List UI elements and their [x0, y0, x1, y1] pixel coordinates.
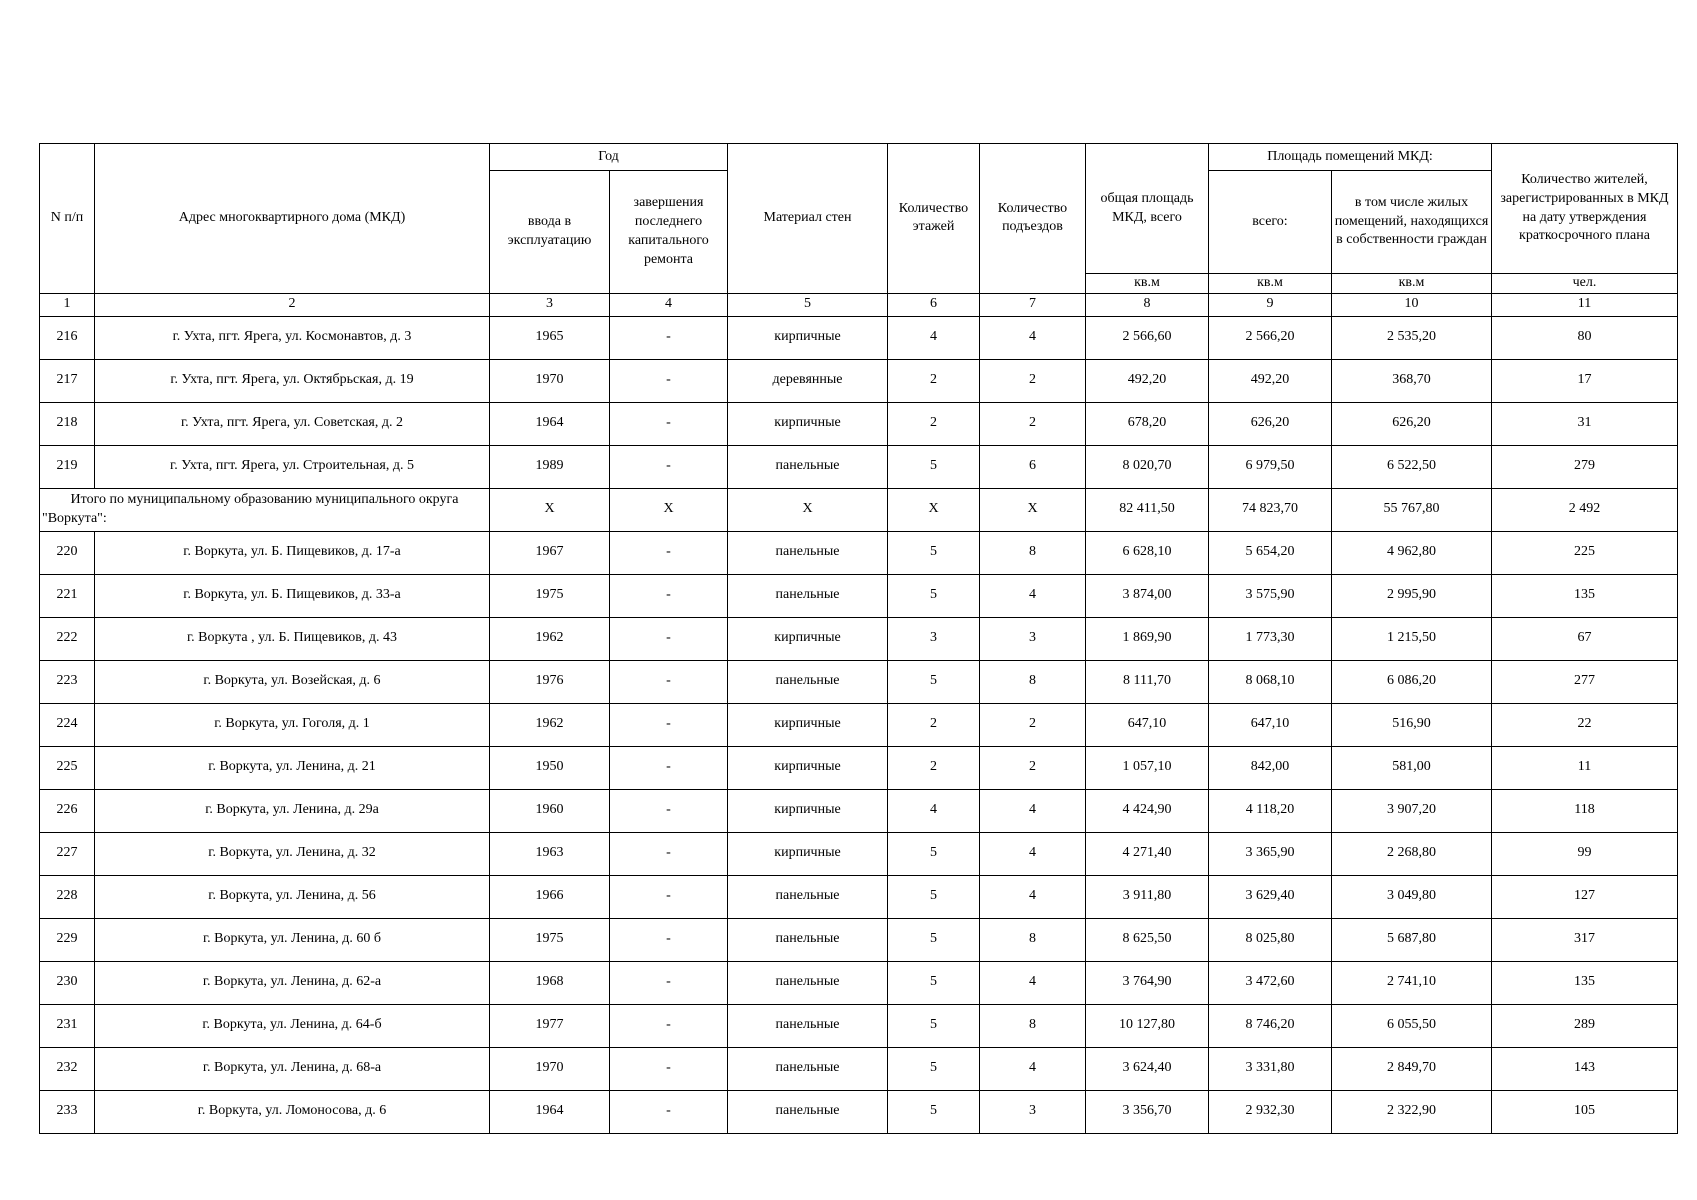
cell-repair-year: - — [610, 832, 728, 875]
cell-floors: 4 — [888, 316, 980, 359]
cell-num: 228 — [40, 875, 95, 918]
cell-address: г. Воркута, ул. Гоголя, д. 1 — [95, 703, 490, 746]
cell-area-residential: 626,20 — [1332, 402, 1492, 445]
cell-entrances: 3 — [980, 1090, 1086, 1133]
table-row — [40, 617, 1678, 660]
header-residents: Количество жителей, зарегистрированных в МКД на дату утверждения краткосрочного плана — [1492, 144, 1678, 274]
unit-residents: чел. — [1492, 274, 1678, 294]
cell-address: г. Воркута, ул. Ленина, д. 21 — [95, 746, 490, 789]
cell-area-residential: 2 268,80 — [1332, 832, 1492, 875]
header-area-group: Площадь помещений МКД: — [1209, 144, 1492, 171]
cell-total-area: 8 111,70 — [1086, 660, 1209, 703]
col-number: 7 — [980, 293, 1086, 316]
cell-num: 229 — [40, 918, 95, 961]
table-row — [40, 1047, 1678, 1090]
cell-num: 230 — [40, 961, 95, 1004]
col-number: 3 — [490, 293, 610, 316]
cell-material: деревянные — [728, 359, 888, 402]
cell-floors: 5 — [888, 1047, 980, 1090]
header-address: Адрес многоквартирного дома (МКД) — [95, 144, 490, 294]
cell-floors: 4 — [888, 789, 980, 832]
cell-repair-year: - — [610, 789, 728, 832]
cell-area-all: 5 654,20 — [1209, 531, 1332, 574]
cell-repair-year: - — [610, 1090, 728, 1133]
cell-year: 1950 — [490, 746, 610, 789]
cell-material: кирпичные — [728, 617, 888, 660]
cell-repair-year: - — [610, 746, 728, 789]
cell-total-area: 1 057,10 — [1086, 746, 1209, 789]
cell-year: 1964 — [490, 402, 610, 445]
cell-year: 1977 — [490, 1004, 610, 1047]
cell-floors: 3 — [888, 617, 980, 660]
cell-address: г. Ухта, пгт. Ярега, ул. Советская, д. 2 — [95, 402, 490, 445]
cell-num: 227 — [40, 832, 95, 875]
cell-residents: 11 — [1492, 746, 1678, 789]
cell-year: 1968 — [490, 961, 610, 1004]
cell-entrances: 2 — [980, 402, 1086, 445]
col-number: 10 — [1332, 293, 1492, 316]
cell-area-all: 3 629,40 — [1209, 875, 1332, 918]
cell-repair-year: - — [610, 875, 728, 918]
cell-entrances: 8 — [980, 918, 1086, 961]
col-number: 2 — [95, 293, 490, 316]
cell-total-area: 10 127,80 — [1086, 1004, 1209, 1047]
table-row — [40, 359, 1678, 402]
cell-residents: 277 — [1492, 660, 1678, 703]
cell-year: 1967 — [490, 531, 610, 574]
cell-area-all: 6 979,50 — [1209, 445, 1332, 488]
cell-year: 1962 — [490, 703, 610, 746]
cell-area-all: 842,00 — [1209, 746, 1332, 789]
cell-material: панельные — [728, 445, 888, 488]
cell-address: г. Воркута, ул. Ленина, д. 68-а — [95, 1047, 490, 1090]
cell-address: г. Воркута, ул. Ленина, д. 32 — [95, 832, 490, 875]
cell-address: г. Воркута, ул. Ленина, д. 62-а — [95, 961, 490, 1004]
cell-area-all: 647,10 — [1209, 703, 1332, 746]
cell-year: 1966 — [490, 875, 610, 918]
cell-address: г. Воркута , ул. Б. Пищевиков, д. 43 — [95, 617, 490, 660]
cell-num: 222 — [40, 617, 95, 660]
cell-entrances: 8 — [980, 531, 1086, 574]
header-entrances: Количество подъездов — [980, 144, 1086, 294]
table-row — [40, 316, 1678, 359]
cell-address: г. Ухта, пгт. Ярега, ул. Строительная, д. 5 — [95, 445, 490, 488]
cell-area-residential: 6 055,50 — [1332, 1004, 1492, 1047]
total-material: X — [728, 488, 888, 531]
cell-entrances: 2 — [980, 359, 1086, 402]
cell-total-area: 3 874,00 — [1086, 574, 1209, 617]
cell-material: панельные — [728, 918, 888, 961]
cell-total-area: 2 566,60 — [1086, 316, 1209, 359]
cell-year: 1965 — [490, 316, 610, 359]
cell-num: 232 — [40, 1047, 95, 1090]
cell-residents: 279 — [1492, 445, 1678, 488]
cell-residents: 143 — [1492, 1047, 1678, 1090]
cell-floors: 2 — [888, 402, 980, 445]
cell-material: панельные — [728, 875, 888, 918]
cell-address: г. Воркута, ул. Ленина, д. 56 — [95, 875, 490, 918]
cell-floors: 2 — [888, 703, 980, 746]
cell-floors: 2 — [888, 359, 980, 402]
col-number: 1 — [40, 293, 95, 316]
cell-total-area: 4 271,40 — [1086, 832, 1209, 875]
cell-year: 1964 — [490, 1090, 610, 1133]
col-number: 4 — [610, 293, 728, 316]
cell-year: 1976 — [490, 660, 610, 703]
cell-material: панельные — [728, 961, 888, 1004]
table-row — [40, 445, 1678, 488]
table-row — [40, 789, 1678, 832]
cell-repair-year: - — [610, 316, 728, 359]
cell-floors: 5 — [888, 832, 980, 875]
cell-area-all: 2 932,30 — [1209, 1090, 1332, 1133]
cell-residents: 135 — [1492, 961, 1678, 1004]
cell-area-all: 626,20 — [1209, 402, 1332, 445]
cell-year: 1962 — [490, 617, 610, 660]
table-header — [40, 144, 1678, 317]
cell-area-all: 492,20 — [1209, 359, 1332, 402]
cell-material: панельные — [728, 531, 888, 574]
cell-repair-year: - — [610, 617, 728, 660]
cell-area-residential: 368,70 — [1332, 359, 1492, 402]
cell-entrances: 4 — [980, 961, 1086, 1004]
cell-area-residential: 516,90 — [1332, 703, 1492, 746]
header-year-group: Год — [490, 144, 728, 171]
cell-year: 1963 — [490, 832, 610, 875]
total-entrances: X — [980, 488, 1086, 531]
cell-residents: 289 — [1492, 1004, 1678, 1047]
cell-area-all: 8 746,20 — [1209, 1004, 1332, 1047]
cell-area-residential: 5 687,80 — [1332, 918, 1492, 961]
total-area-all: 74 823,70 — [1209, 488, 1332, 531]
cell-residents: 17 — [1492, 359, 1678, 402]
cell-num: 218 — [40, 402, 95, 445]
header-area-all: всего: — [1209, 171, 1332, 274]
header-year-commission: ввода в эксплуатацию — [490, 171, 610, 294]
column-number-row — [40, 293, 1678, 316]
cell-num: 226 — [40, 789, 95, 832]
col-number: 6 — [888, 293, 980, 316]
unit-total-area: кв.м — [1086, 274, 1209, 294]
cell-repair-year: - — [610, 1047, 728, 1090]
cell-entrances: 4 — [980, 789, 1086, 832]
cell-total-area: 3 764,90 — [1086, 961, 1209, 1004]
table-body — [40, 316, 1678, 1133]
cell-material: кирпичные — [728, 316, 888, 359]
cell-area-residential: 1 215,50 — [1332, 617, 1492, 660]
cell-address: г. Воркута, ул. Возейская, д. 6 — [95, 660, 490, 703]
table-row — [40, 832, 1678, 875]
cell-entrances: 4 — [980, 832, 1086, 875]
cell-material: кирпичные — [728, 703, 888, 746]
table-row — [40, 1004, 1678, 1047]
cell-num: 219 — [40, 445, 95, 488]
cell-area-residential: 2 741,10 — [1332, 961, 1492, 1004]
cell-total-area: 3 624,40 — [1086, 1047, 1209, 1090]
cell-address: г. Воркута, ул. Ломоносова, д. 6 — [95, 1090, 490, 1133]
col-number: 11 — [1492, 293, 1678, 316]
total-total-area: 82 411,50 — [1086, 488, 1209, 531]
cell-area-residential: 6 086,20 — [1332, 660, 1492, 703]
cell-material: кирпичные — [728, 832, 888, 875]
cell-repair-year: - — [610, 1004, 728, 1047]
table-row — [40, 1090, 1678, 1133]
total-residents: 2 492 — [1492, 488, 1678, 531]
cell-area-all: 8 068,10 — [1209, 660, 1332, 703]
table-row — [40, 961, 1678, 1004]
col-number: 5 — [728, 293, 888, 316]
cell-floors: 5 — [888, 961, 980, 1004]
cell-address: г. Воркута, ул. Ленина, д. 60 б — [95, 918, 490, 961]
unit-area-residential: кв.м — [1332, 274, 1492, 294]
cell-floors: 5 — [888, 918, 980, 961]
cell-total-area: 1 869,90 — [1086, 617, 1209, 660]
cell-material: кирпичные — [728, 746, 888, 789]
cell-residents: 135 — [1492, 574, 1678, 617]
cell-year: 1975 — [490, 574, 610, 617]
cell-total-area: 492,20 — [1086, 359, 1209, 402]
cell-repair-year: - — [610, 660, 728, 703]
cell-repair-year: - — [610, 918, 728, 961]
table-row — [40, 574, 1678, 617]
cell-area-residential: 3 907,20 — [1332, 789, 1492, 832]
cell-address: г. Ухта, пгт. Ярега, ул. Октябрьская, д. 19 — [95, 359, 490, 402]
header-num: N п/п — [40, 144, 95, 294]
cell-total-area: 647,10 — [1086, 703, 1209, 746]
cell-floors: 5 — [888, 875, 980, 918]
cell-area-all: 4 118,20 — [1209, 789, 1332, 832]
cell-repair-year: - — [610, 703, 728, 746]
cell-address: г. Ухта, пгт. Ярега, ул. Космонавтов, д. 3 — [95, 316, 490, 359]
cell-material: панельные — [728, 574, 888, 617]
cell-residents: 22 — [1492, 703, 1678, 746]
cell-residents: 225 — [1492, 531, 1678, 574]
cell-total-area: 8 625,50 — [1086, 918, 1209, 961]
cell-total-area: 8 020,70 — [1086, 445, 1209, 488]
cell-area-residential: 2 535,20 — [1332, 316, 1492, 359]
cell-residents: 67 — [1492, 617, 1678, 660]
cell-address: г. Воркута, ул. Б. Пищевиков, д. 17-а — [95, 531, 490, 574]
cell-address: г. Воркута, ул. Ленина, д. 64-б — [95, 1004, 490, 1047]
cell-area-all: 8 025,80 — [1209, 918, 1332, 961]
cell-entrances: 3 — [980, 617, 1086, 660]
cell-area-residential: 2 322,90 — [1332, 1090, 1492, 1133]
cell-material: панельные — [728, 1090, 888, 1133]
header-total-area: общая площадь МКД, всего — [1086, 144, 1209, 274]
cell-total-area: 678,20 — [1086, 402, 1209, 445]
cell-floors: 2 — [888, 746, 980, 789]
cell-residents: 118 — [1492, 789, 1678, 832]
table-row — [40, 703, 1678, 746]
cell-area-all: 3 575,90 — [1209, 574, 1332, 617]
cell-area-residential: 6 522,50 — [1332, 445, 1492, 488]
cell-entrances: 6 — [980, 445, 1086, 488]
cell-repair-year: - — [610, 574, 728, 617]
cell-num: 217 — [40, 359, 95, 402]
table-row — [40, 918, 1678, 961]
unit-area-all: кв.м — [1209, 274, 1332, 294]
total-row — [40, 488, 1678, 531]
cell-num: 225 — [40, 746, 95, 789]
cell-area-residential: 2 995,90 — [1332, 574, 1492, 617]
col-number: 9 — [1209, 293, 1332, 316]
cell-year: 1970 — [490, 1047, 610, 1090]
cell-num: 220 — [40, 531, 95, 574]
cell-floors: 5 — [888, 445, 980, 488]
cell-total-area: 4 424,90 — [1086, 789, 1209, 832]
cell-num: 224 — [40, 703, 95, 746]
table-row — [40, 531, 1678, 574]
col-number: 8 — [1086, 293, 1209, 316]
cell-area-all: 2 566,20 — [1209, 316, 1332, 359]
cell-total-area: 3 356,70 — [1086, 1090, 1209, 1133]
cell-num: 216 — [40, 316, 95, 359]
cell-num: 231 — [40, 1004, 95, 1047]
cell-repair-year: - — [610, 359, 728, 402]
header-year-repair: завершения последнего капитального ремонта — [610, 171, 728, 294]
table-row — [40, 660, 1678, 703]
cell-year: 1970 — [490, 359, 610, 402]
cell-num: 221 — [40, 574, 95, 617]
cell-year: 1960 — [490, 789, 610, 832]
cell-area-all: 3 365,90 — [1209, 832, 1332, 875]
cell-num: 223 — [40, 660, 95, 703]
cell-material: кирпичные — [728, 789, 888, 832]
cell-entrances: 8 — [980, 1004, 1086, 1047]
cell-residents: 31 — [1492, 402, 1678, 445]
cell-repair-year: - — [610, 402, 728, 445]
cell-residents: 317 — [1492, 918, 1678, 961]
cell-area-all: 3 472,60 — [1209, 961, 1332, 1004]
cell-area-residential: 4 962,80 — [1332, 531, 1492, 574]
total-label: Итого по муниципальному образованию муниципального округа "Воркута": — [40, 488, 490, 531]
total-repair-year: X — [610, 488, 728, 531]
header-wall-material: Материал стен — [728, 144, 888, 294]
cell-area-residential: 581,00 — [1332, 746, 1492, 789]
cell-repair-year: - — [610, 961, 728, 1004]
total-area-residential: 55 767,80 — [1332, 488, 1492, 531]
cell-residents: 105 — [1492, 1090, 1678, 1133]
cell-entrances: 2 — [980, 703, 1086, 746]
cell-entrances: 2 — [980, 746, 1086, 789]
cell-num: 233 — [40, 1090, 95, 1133]
cell-residents: 99 — [1492, 832, 1678, 875]
cell-entrances: 4 — [980, 574, 1086, 617]
cell-floors: 5 — [888, 1004, 980, 1047]
header-floors: Количество этажей — [888, 144, 980, 294]
housing-register-table — [39, 143, 1678, 1134]
cell-repair-year: - — [610, 531, 728, 574]
cell-repair-year: - — [610, 445, 728, 488]
cell-residents: 80 — [1492, 316, 1678, 359]
table-row — [40, 875, 1678, 918]
cell-floors: 5 — [888, 531, 980, 574]
header-area-residential: в том числе жилых помещений, находящихся в собственности граждан — [1332, 171, 1492, 274]
cell-floors: 5 — [888, 660, 980, 703]
cell-entrances: 4 — [980, 1047, 1086, 1090]
cell-area-all: 3 331,80 — [1209, 1047, 1332, 1090]
cell-entrances: 4 — [980, 875, 1086, 918]
cell-material: панельные — [728, 660, 888, 703]
cell-total-area: 6 628,10 — [1086, 531, 1209, 574]
cell-floors: 5 — [888, 1090, 980, 1133]
cell-floors: 5 — [888, 574, 980, 617]
total-floors: X — [888, 488, 980, 531]
table-row — [40, 746, 1678, 789]
cell-entrances: 8 — [980, 660, 1086, 703]
cell-area-residential: 3 049,80 — [1332, 875, 1492, 918]
cell-material: панельные — [728, 1004, 888, 1047]
cell-area-all: 1 773,30 — [1209, 617, 1332, 660]
cell-year: 1989 — [490, 445, 610, 488]
cell-material: панельные — [728, 1047, 888, 1090]
cell-address: г. Воркута, ул. Ленина, д. 29а — [95, 789, 490, 832]
cell-residents: 127 — [1492, 875, 1678, 918]
cell-area-residential: 2 849,70 — [1332, 1047, 1492, 1090]
cell-address: г. Воркута, ул. Б. Пищевиков, д. 33-а — [95, 574, 490, 617]
table-row — [40, 402, 1678, 445]
cell-year: 1975 — [490, 918, 610, 961]
cell-total-area: 3 911,80 — [1086, 875, 1209, 918]
total-year: X — [490, 488, 610, 531]
cell-material: кирпичные — [728, 402, 888, 445]
cell-entrances: 4 — [980, 316, 1086, 359]
